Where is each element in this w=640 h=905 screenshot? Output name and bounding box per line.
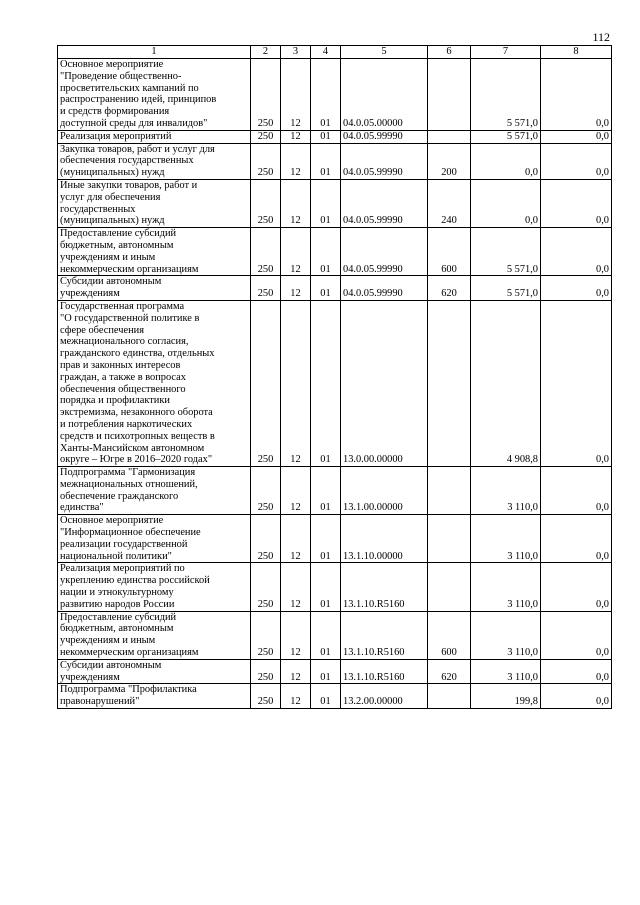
row-code-subsection: 01 (311, 300, 341, 466)
row-name-line: реализации государственной (60, 538, 188, 550)
row-code-expense-type: 240 (428, 179, 471, 227)
row-name-cell (58, 515, 251, 563)
row-code-section: 12 (281, 130, 311, 143)
row-name-cell (58, 276, 251, 301)
row-code-expense-type (428, 467, 471, 515)
row-code-admin: 250 (251, 515, 281, 563)
row-name-line: Ханты-Мансийском автономном (60, 442, 205, 454)
row-code-expense-type: 600 (428, 228, 471, 276)
row-code-expense-type (428, 300, 471, 466)
row-code-target: 04.0.05.99990 (341, 130, 428, 143)
row-code-subsection: 01 (311, 228, 341, 276)
row-name-line: развитию народов России (60, 598, 175, 610)
row-name-line: "Информационное обеспечение (60, 527, 201, 539)
row-name-line: обеспечения государственных (60, 155, 194, 167)
row-code-admin: 250 (251, 563, 281, 611)
row-name-line: и средств формирования (60, 106, 170, 118)
row-name-line: межнациональных отношений, (60, 478, 198, 490)
row-amount-change: 0,0 (541, 684, 612, 709)
row-amount-change: 0,0 (541, 300, 612, 466)
row-code-section: 12 (281, 515, 311, 563)
row-code-expense-type: 620 (428, 659, 471, 684)
table-row (58, 300, 612, 466)
row-amount-change: 0,0 (541, 659, 612, 684)
row-name-line: нации и этнокультурному (60, 587, 174, 599)
row-code-section: 12 (281, 467, 311, 515)
row-code-admin: 250 (251, 179, 281, 227)
row-name-line: Подпрограмма "Гармонизация (60, 467, 196, 479)
row-name-line: Подпрограмма "Профилактика (60, 684, 197, 696)
row-name-line: доступной среды для инвалидов" (60, 117, 208, 129)
row-name-cell (58, 611, 251, 659)
row-name-line: учреждениям (60, 288, 120, 300)
row-code-subsection: 01 (311, 179, 341, 227)
row-name-cell (58, 59, 251, 131)
row-name-cell (58, 228, 251, 276)
row-code-admin: 250 (251, 659, 281, 684)
row-code-target: 13.1.10.R5160 (341, 611, 428, 659)
row-code-admin: 250 (251, 130, 281, 143)
row-code-subsection: 01 (311, 130, 341, 143)
row-code-expense-type (428, 59, 471, 131)
row-code-target: 04.0.05.99990 (341, 276, 428, 301)
row-name-line: правонарушений" (60, 696, 140, 708)
row-code-expense-type (428, 130, 471, 143)
row-name-line: некоммерческим организациям (60, 263, 199, 275)
row-name-cell (58, 684, 251, 709)
row-code-section: 12 (281, 684, 311, 709)
row-amount: 5 571,0 (471, 228, 541, 276)
row-amount-change: 0,0 (541, 563, 612, 611)
row-amount: 5 571,0 (471, 130, 541, 143)
row-amount-change: 0,0 (541, 276, 612, 301)
row-name-line: гражданского единства, отдельных (60, 348, 215, 360)
table-row (58, 179, 612, 227)
row-code-subsection: 01 (311, 143, 341, 179)
row-name-line: граждан, а также в вопросах (60, 371, 186, 383)
table-row (58, 611, 612, 659)
row-code-expense-type: 600 (428, 611, 471, 659)
row-amount: 4 908,8 (471, 300, 541, 466)
row-name-line: сфере обеспечения (60, 324, 144, 336)
row-code-admin: 250 (251, 300, 281, 466)
row-amount-change: 0,0 (541, 59, 612, 131)
row-name-line: Реализация мероприятий по (60, 563, 185, 575)
row-code-admin: 250 (251, 467, 281, 515)
row-amount: 3 110,0 (471, 563, 541, 611)
row-code-section: 12 (281, 59, 311, 131)
row-name-line: порядка и профилактики (60, 395, 170, 407)
row-name-line: распространению идей, принципов (60, 94, 217, 106)
row-code-admin: 250 (251, 684, 281, 709)
row-code-target: 04.0.05.99990 (341, 143, 428, 179)
row-name-line: средств и психотропных веществ в (60, 430, 215, 442)
row-name-cell (58, 143, 251, 179)
row-name-line: услуг для обеспечения (60, 191, 161, 203)
row-name-line: Предоставление субсидий (60, 228, 177, 240)
row-amount-change: 0,0 (541, 143, 612, 179)
row-name-line: Иные закупки товаров, работ и (60, 179, 198, 191)
row-code-subsection: 01 (311, 659, 341, 684)
row-code-section: 12 (281, 563, 311, 611)
row-amount: 3 110,0 (471, 467, 541, 515)
row-code-subsection: 01 (311, 276, 341, 301)
table-row (58, 467, 612, 515)
row-code-section: 12 (281, 300, 311, 466)
table-row (58, 143, 612, 179)
row-code-target: 13.1.00.00000 (341, 467, 428, 515)
table-row (58, 563, 612, 611)
row-name-line: обеспечения общественного (60, 383, 186, 395)
header-col-3: 3 (281, 46, 311, 59)
row-name-cell (58, 130, 251, 143)
row-name-line: Субсидии автономным (60, 276, 162, 288)
row-name-line: Основное мероприятие (60, 59, 164, 70)
row-amount: 3 110,0 (471, 659, 541, 684)
header-row (58, 46, 612, 59)
row-name-line: Основное мероприятие (60, 515, 164, 527)
row-name-line: учреждениям (60, 671, 120, 683)
row-code-section: 12 (281, 659, 311, 684)
row-code-admin: 250 (251, 276, 281, 301)
header-col-7: 7 (471, 46, 541, 59)
row-code-admin: 250 (251, 143, 281, 179)
row-code-admin: 250 (251, 59, 281, 131)
row-code-expense-type (428, 515, 471, 563)
row-name-line: государственных (60, 203, 136, 215)
row-amount-change: 0,0 (541, 228, 612, 276)
row-code-subsection: 01 (311, 563, 341, 611)
row-amount: 199,8 (471, 684, 541, 709)
row-name-line: округе – Югре в 2016–2020 годах" (60, 454, 213, 466)
row-code-target: 04.0.05.00000 (341, 59, 428, 131)
row-name-line: и потребления наркотических (60, 418, 193, 430)
header-col-5: 5 (341, 46, 428, 59)
row-code-subsection: 01 (311, 467, 341, 515)
table-row (58, 659, 612, 684)
header-col-2: 2 (251, 46, 281, 59)
row-code-expense-type: 200 (428, 143, 471, 179)
header-col-1: 1 (58, 46, 251, 59)
table-row (58, 276, 612, 301)
row-name-line: прав и законных интересов (60, 359, 181, 371)
row-code-section: 12 (281, 228, 311, 276)
header-col-4: 4 (311, 46, 341, 59)
row-name-line: "О государственной политике в (60, 312, 200, 324)
row-code-subsection: 01 (311, 611, 341, 659)
row-code-target: 04.0.05.99990 (341, 179, 428, 227)
row-amount: 5 571,0 (471, 59, 541, 131)
row-name-cell (58, 563, 251, 611)
row-code-subsection: 01 (311, 59, 341, 131)
row-name-cell (58, 659, 251, 684)
row-code-subsection: 01 (311, 515, 341, 563)
row-name-line: просветительских кампаний по (60, 82, 199, 94)
row-name-line: "Проведение общественно- (60, 70, 182, 82)
row-name-line: экстремизма, незаконного оборота (60, 407, 213, 419)
table-body (58, 59, 612, 709)
row-code-section: 12 (281, 143, 311, 179)
row-name-line: Реализация мероприятий (60, 130, 172, 142)
row-name-line: учреждениям и иным (60, 251, 156, 263)
row-name-line: укреплению единства российской (60, 575, 210, 587)
row-name-line: Закупка товаров, работ и услуг для (60, 143, 215, 155)
row-code-target: 04.0.05.99990 (341, 228, 428, 276)
row-name-line: бюджетным, автономным (60, 623, 174, 635)
page-number: 112 (592, 30, 610, 44)
header-col-6: 6 (428, 46, 471, 59)
row-name-line: Предоставление субсидий (60, 611, 177, 623)
table-row (58, 130, 612, 143)
row-amount: 0,0 (471, 143, 541, 179)
row-name-line: (муниципальных) нужд (60, 215, 165, 227)
row-code-target: 13.1.10.R5160 (341, 659, 428, 684)
row-code-section: 12 (281, 276, 311, 301)
row-amount-change: 0,0 (541, 515, 612, 563)
row-code-target: 13.1.10.R5160 (341, 563, 428, 611)
table-row (58, 515, 612, 563)
row-code-section: 12 (281, 611, 311, 659)
row-name-line: некоммерческим организациям (60, 647, 199, 659)
row-name-line: (муниципальных) нужд (60, 167, 165, 179)
row-code-admin: 250 (251, 611, 281, 659)
row-name-line: межнационального согласия, (60, 336, 189, 348)
header-col-8: 8 (541, 46, 612, 59)
table-row (58, 684, 612, 709)
row-name-line: бюджетным, автономным (60, 239, 174, 251)
row-amount: 3 110,0 (471, 515, 541, 563)
row-name-line: Государственная программа (60, 300, 185, 312)
row-name-line: национальной политики" (60, 550, 172, 562)
row-amount: 0,0 (471, 179, 541, 227)
row-amount: 5 571,0 (471, 276, 541, 301)
row-code-section: 12 (281, 179, 311, 227)
row-code-target: 13.1.10.00000 (341, 515, 428, 563)
row-code-expense-type: 620 (428, 276, 471, 301)
row-name-line: учреждениям и иным (60, 635, 156, 647)
row-code-target: 13.2.00.00000 (341, 684, 428, 709)
row-name-cell (58, 179, 251, 227)
row-name-cell (58, 300, 251, 466)
budget-table (57, 45, 612, 709)
row-amount-change: 0,0 (541, 179, 612, 227)
row-code-expense-type (428, 684, 471, 709)
row-name-line: обеспечение гражданского (60, 490, 179, 502)
row-name-cell (58, 467, 251, 515)
row-code-admin: 250 (251, 228, 281, 276)
table-row (58, 59, 612, 131)
row-name-line: единства" (60, 502, 104, 514)
row-amount-change: 0,0 (541, 130, 612, 143)
table-row (58, 228, 612, 276)
row-name-line: Субсидии автономным (60, 659, 162, 671)
row-code-target: 13.0.00.00000 (341, 300, 428, 466)
row-amount: 3 110,0 (471, 611, 541, 659)
row-code-expense-type (428, 563, 471, 611)
row-amount-change: 0,0 (541, 611, 612, 659)
row-code-subsection: 01 (311, 684, 341, 709)
row-amount-change: 0,0 (541, 467, 612, 515)
